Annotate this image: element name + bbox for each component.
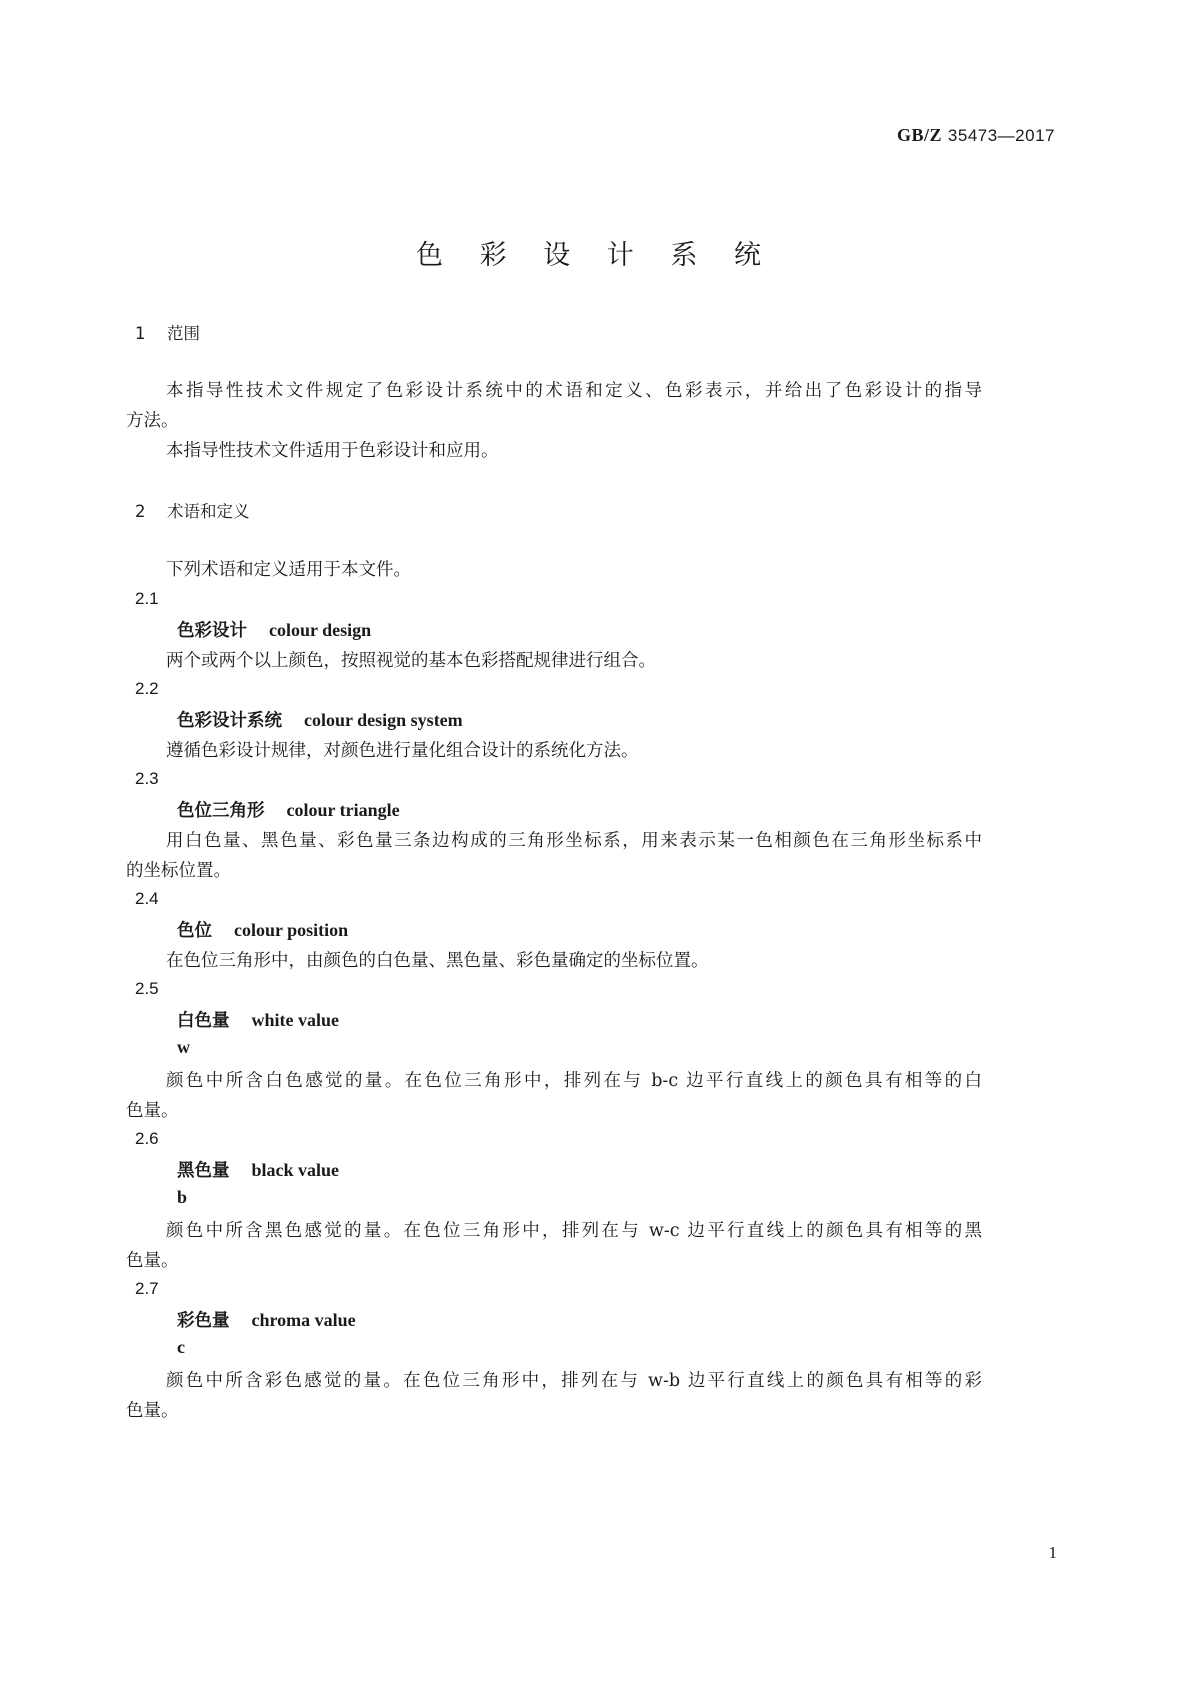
term-zh: 彩色量 <box>177 1311 230 1331</box>
term-en: colour position <box>234 920 349 940</box>
term-definition: 颜色中所含黑色感觉的量。在色位三角形中，排列在与 w-c 边平行直线上的颜色具有相等的黑 <box>166 1221 982 1241</box>
standard-prefix: GB/Z <box>896 125 942 145</box>
term-number: 2.7 <box>135 1279 159 1298</box>
paragraph-continuation: 方法。 <box>126 411 179 431</box>
term-heading <box>177 1157 339 1182</box>
section-heading-scope <box>135 320 200 344</box>
term-en: colour triangle <box>286 800 400 820</box>
term-symbol: c <box>177 1337 185 1357</box>
page-number: 1 <box>1048 1543 1057 1562</box>
term-en: black value <box>251 1160 340 1180</box>
term-number: 2.4 <box>135 889 159 908</box>
term-heading <box>177 617 371 642</box>
term-definition: 两个或两个以上颜色，按照视觉的基本色彩搭配规律进行组合。 <box>166 651 656 671</box>
term-en: colour design <box>269 620 372 640</box>
term-zh: 色彩设计系统 <box>177 711 282 731</box>
paragraph: 本指导性技术文件适用于色彩设计和应用。 <box>166 441 499 461</box>
term-zh: 色位 <box>177 921 212 941</box>
paragraph: 本指导性技术文件规定了色彩设计系统中的术语和定义、色彩表示，并给出了色彩设计的指导 <box>166 381 982 401</box>
document-title: 色 彩 设 计 系 统 <box>416 240 775 271</box>
paragraph: 下列术语和定义适用于本文件。 <box>166 560 411 580</box>
section-heading-terms <box>135 498 250 522</box>
term-heading <box>177 1007 339 1032</box>
term-heading <box>177 917 348 942</box>
term-number: 2.5 <box>135 979 159 998</box>
term-zh: 色位三角形 <box>177 801 265 821</box>
term-definition: 颜色中所含白色感觉的量。在色位三角形中，排列在与 b-c 边平行直线上的颜色具有相等的白 <box>166 1071 982 1091</box>
standard-number: 35473—2017 <box>947 126 1055 145</box>
term-heading <box>177 1307 356 1332</box>
term-en: colour design system <box>304 710 463 730</box>
term-number: 2.2 <box>135 679 159 698</box>
term-number: 2.1 <box>135 589 159 608</box>
section-number: 1 <box>135 324 146 343</box>
term-zh: 色彩设计 <box>177 621 247 641</box>
term-definition: 颜色中所含彩色感觉的量。在色位三角形中，排列在与 w-b 边平行直线上的颜色具有相等的彩 <box>166 1371 982 1391</box>
term-definition: 遵循色彩设计规律，对颜色进行量化组合设计的系统化方法。 <box>166 741 639 761</box>
term-definition: 用白色量、黑色量、彩色量三条边构成的三角形坐标系，用来表示某一色相颜色在三角形坐标系中 <box>166 831 982 851</box>
standard-code <box>897 125 1055 146</box>
term-en: white value <box>251 1010 339 1030</box>
term-symbol: w <box>177 1037 190 1057</box>
term-definition-continuation: 的坐标位置。 <box>126 861 231 881</box>
term-definition-continuation: 色量。 <box>126 1101 179 1121</box>
term-zh: 黑色量 <box>177 1161 230 1181</box>
term-definition-continuation: 色量。 <box>126 1251 179 1271</box>
section-title: 范围 <box>167 324 200 343</box>
term-heading <box>177 707 463 732</box>
section-number: 2 <box>135 502 146 521</box>
term-number: 2.3 <box>135 769 159 788</box>
term-zh: 白色量 <box>177 1011 230 1031</box>
section-title: 术语和定义 <box>167 502 250 521</box>
term-heading <box>177 797 400 822</box>
term-definition-continuation: 色量。 <box>126 1401 179 1421</box>
term-en: chroma value <box>251 1310 356 1330</box>
term-definition: 在色位三角形中，由颜色的白色量、黑色量、彩色量确定的坐标位置。 <box>166 951 709 971</box>
term-symbol: b <box>177 1187 188 1207</box>
term-number: 2.6 <box>135 1129 159 1148</box>
